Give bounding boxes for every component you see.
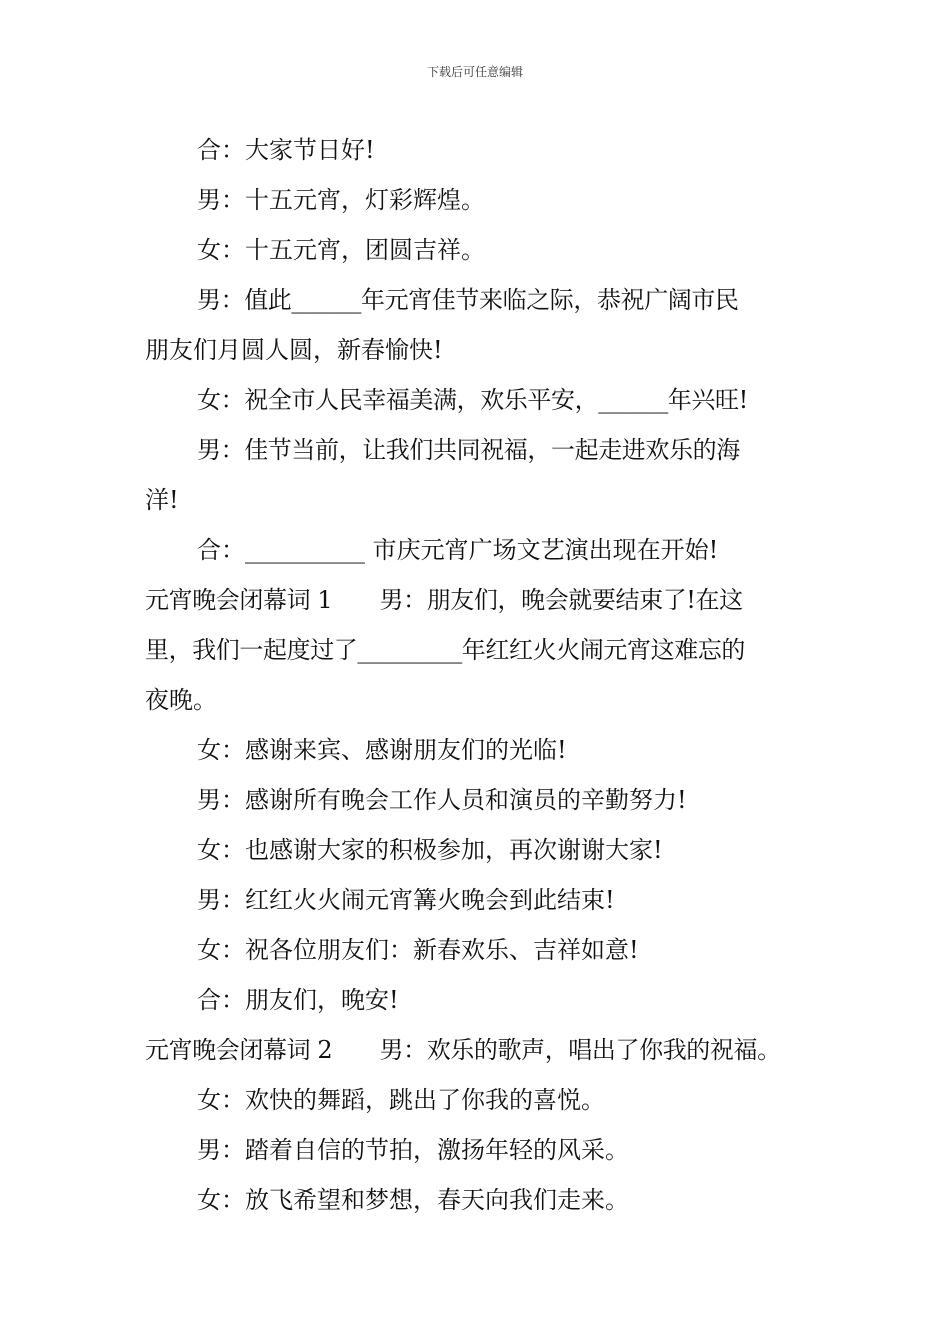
dialogue-line: 女：感谢来宾、感谢朋友们的光临!: [197, 736, 567, 764]
dialogue-line: 男：感谢所有晚会工作人员和演员的辛勤努力!: [197, 786, 687, 814]
document-body: [145, 125, 810, 1225]
dialogue-line: 男：佳节当前，让我们共同祝福，一起走进欢乐的海: [197, 436, 740, 464]
dialogue-line: 男：红红火火闹元宵篝火晚会到此结束!: [197, 886, 615, 914]
section-heading-line: 元宵晚会闭幕词 2 男：欢乐的歌声，唱出了你我的祝福。: [145, 1036, 781, 1064]
dialogue-line-continuation: 洋!: [145, 486, 179, 514]
section-heading-line: 元宵晚会闭幕词 1 男：朋友们，晚会就要结束了!在这: [145, 586, 743, 614]
dialogue-line: 男：值此______年元宵佳节来临之际，恭祝广阔市民: [197, 286, 739, 314]
dialogue-line: 男：十五元宵，灯彩辉煌。: [197, 186, 485, 214]
dialogue-line: 女：十五元宵，团圆吉祥。: [197, 236, 485, 264]
dialogue-line-continuation: 夜晚。: [145, 686, 217, 714]
dialogue-line: 女：祝各位朋友们：新春欢乐、吉祥如意!: [197, 936, 639, 964]
dialogue-line: 合：__________ 市庆元宵广场文艺演出现在开始!: [197, 536, 719, 564]
dialogue-line-continuation: 里，我们一起度过了_________年红红火火闹元宵这难忘的: [145, 636, 745, 664]
dialogue-line: 男：踏着自信的节拍，激扬年轻的风采。: [197, 1136, 629, 1164]
dialogue-line: 女：欢快的舞蹈，跳出了你我的喜悦。: [197, 1086, 605, 1114]
dialogue-line: 女：也感谢大家的积极参加，再次谢谢大家!: [197, 836, 663, 864]
dialogue-line: 合：朋友们，晚安!: [197, 986, 399, 1014]
dialogue-line: 合：大家节日好!: [197, 136, 375, 164]
dialogue-line-continuation: 朋友们月圆人圆，新春愉快!: [145, 336, 443, 364]
header-watermark: 下载后可任意编辑: [426, 65, 523, 79]
dialogue-line: 女：祝全市人民幸福美满，欢乐平安，______年兴旺!: [197, 386, 748, 414]
dialogue-line: 女：放飞希望和梦想，春天向我们走来。: [197, 1186, 629, 1214]
